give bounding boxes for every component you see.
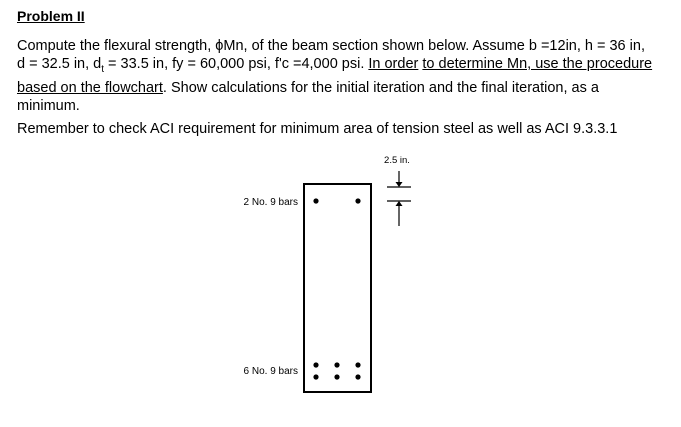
bottom-bar	[313, 362, 318, 367]
reminder-text: Remember to check ACI requirement for minimum area of tension steel as well as ACI 9.3.3.1	[17, 121, 618, 137]
bottom-bar	[313, 374, 318, 379]
problem-title: Problem II	[17, 8, 85, 24]
statement-part-5: . Show calculations for the initial iteration and the final iteration, as a minimum.	[17, 79, 599, 114]
top-bar	[313, 198, 318, 203]
statement-part-2: Mn, of the beam section shown below. Assume b =12in, h = 36 in, d = 32.5 in, d	[17, 38, 645, 72]
top-bars-label: 2 No. 9 bars	[243, 197, 298, 208]
underlined-in-order: In order	[368, 56, 419, 72]
statement-part-1: Compute the flexural strength,	[17, 38, 216, 54]
statement-part-3: = 33.5 in, fy = 60,000 psi, f'c =4,000 psi.	[104, 56, 369, 72]
bottom-bar	[355, 362, 360, 367]
beam-outline	[304, 184, 371, 392]
bottom-bars-label: 6 No. 9 bars	[243, 366, 298, 377]
bottom-bar	[355, 374, 360, 379]
subscript-t: t	[101, 63, 105, 75]
dimension-upper-arrowhead	[396, 182, 403, 187]
phi-symbol: ϕ	[215, 38, 224, 54]
bottom-bar	[334, 374, 339, 379]
cover-dimension-label: 2.5 in.	[384, 155, 410, 166]
top-bar	[355, 198, 360, 203]
underlined-flowchart-instruction: to determine Mn, use the procedure based on the flowchart	[17, 56, 653, 96]
bottom-bar	[334, 362, 339, 367]
